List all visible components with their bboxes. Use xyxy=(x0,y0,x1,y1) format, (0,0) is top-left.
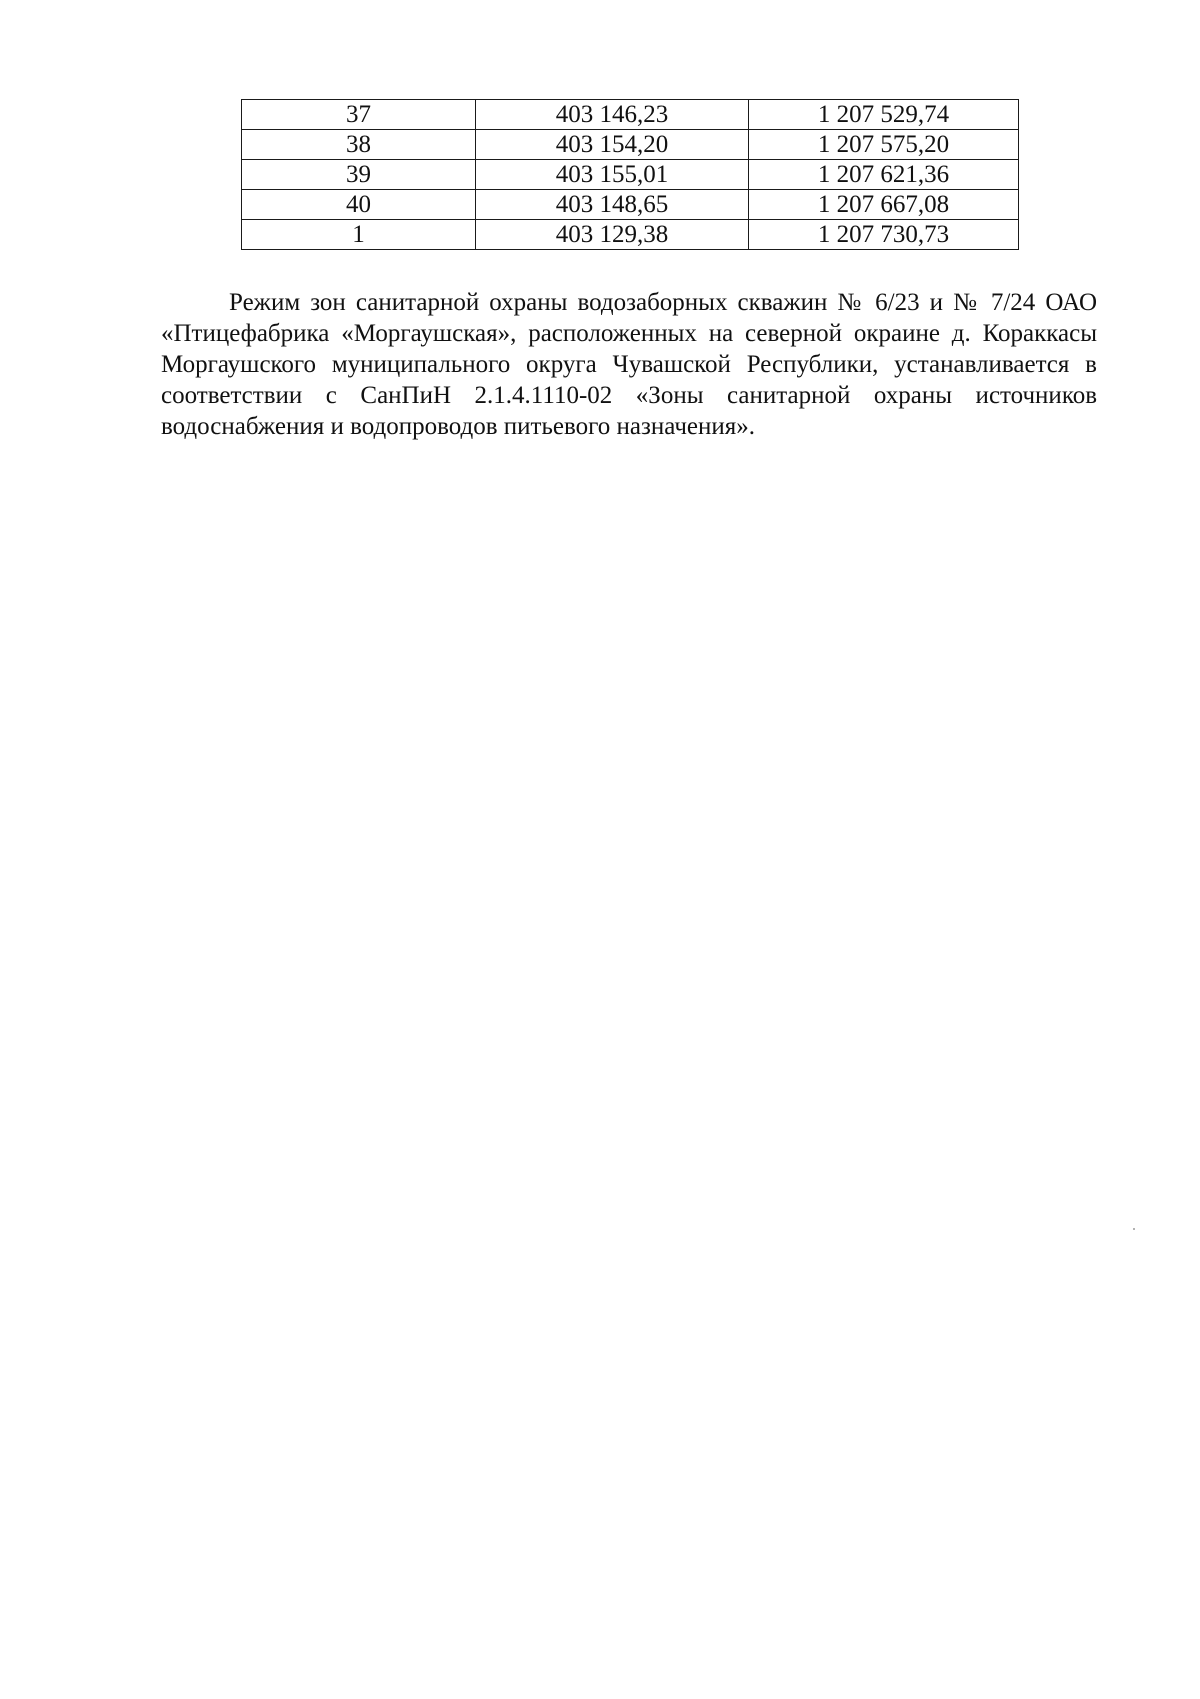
point-number-cell: 40 xyxy=(242,190,476,220)
point-number-cell: 39 xyxy=(242,160,476,190)
point-number-cell: 1 xyxy=(242,220,476,250)
y-coordinate-cell: 1 207 730,73 xyxy=(749,220,1019,250)
table-row xyxy=(242,130,1019,160)
y-coordinate-cell: 1 207 529,74 xyxy=(749,100,1019,130)
x-coordinate-cell: 403 155,01 xyxy=(476,160,749,190)
table-row xyxy=(242,160,1019,190)
table-row xyxy=(242,190,1019,220)
x-coordinate-cell: 403 154,20 xyxy=(476,130,749,160)
sanitary-zone-regime-paragraph: Режим зон санитарной охраны водозаборных скважин № 6/23 и № 7/24 ОАО «Птицефабрика «Моргаушская», расположенных на северной окраине д. Кораккасы Моргаушского муниципального округа Чувашской Республики, устанавливается в соответствии с СанПиН 2.1.4.1110-02 «Зоны санитарной охраны источников водоснабжения и водопроводов питьевого назначения». xyxy=(161,289,1097,440)
point-number-cell: 37 xyxy=(242,100,476,130)
table-row xyxy=(242,220,1019,250)
y-coordinate-cell: 1 207 621,36 xyxy=(749,160,1019,190)
point-number-cell: 38 xyxy=(242,130,476,160)
coordinates-table xyxy=(241,99,1019,250)
table-row xyxy=(242,100,1019,130)
x-coordinate-cell: 403 129,38 xyxy=(476,220,749,250)
y-coordinate-cell: 1 207 667,08 xyxy=(749,190,1019,220)
y-coordinate-cell: 1 207 575,20 xyxy=(749,130,1019,160)
x-coordinate-cell: 403 146,23 xyxy=(476,100,749,130)
x-coordinate-cell: 403 148,65 xyxy=(476,190,749,220)
scan-speck xyxy=(1133,1228,1135,1230)
